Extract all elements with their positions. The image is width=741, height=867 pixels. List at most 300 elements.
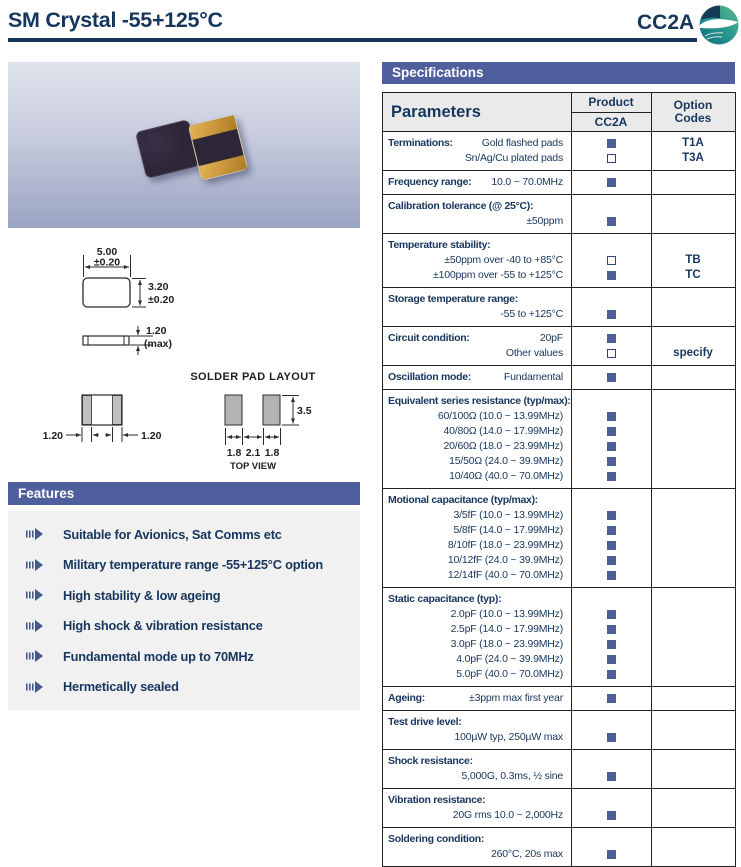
table-line — [383, 808, 735, 823]
option-code-cell — [651, 523, 735, 538]
table-line — [383, 568, 735, 583]
dim-21: 2.1 — [245, 447, 261, 459]
parameter-label: Temperature stability: — [388, 239, 491, 251]
feature-label: Fundamental mode up to 70MHz — [63, 648, 254, 664]
table-row — [383, 132, 735, 171]
parameter-cell — [383, 469, 571, 484]
option-code-cell — [651, 847, 735, 862]
table-line — [383, 469, 735, 484]
striped-arrow-icon — [26, 559, 43, 571]
dim-pad-right: 1.20 — [141, 430, 162, 442]
product-cell — [571, 754, 651, 769]
parameter-cell — [383, 238, 571, 253]
filled-square-marker — [607, 271, 616, 280]
filled-square-marker — [607, 442, 616, 451]
feature-label: Suitable for Avionics, Sat Comms etc — [63, 526, 282, 542]
parameter-cell — [383, 307, 571, 322]
filled-square-marker — [607, 610, 616, 619]
product-cell — [571, 394, 651, 409]
parameter-cell — [383, 292, 571, 307]
parameter-cell — [383, 808, 571, 823]
parameter-cell — [383, 715, 571, 730]
table-line — [383, 439, 735, 454]
product-cell — [571, 292, 651, 307]
filled-square-marker — [607, 139, 616, 148]
filled-square-marker — [607, 670, 616, 679]
product-cell — [571, 667, 651, 682]
table-line — [383, 553, 735, 568]
product-cell — [571, 424, 651, 439]
table-line — [383, 637, 735, 652]
product-cell — [571, 307, 651, 322]
table-line — [383, 307, 735, 322]
parameter-cell — [383, 832, 571, 847]
product-cell — [571, 808, 651, 823]
dim-18b: 1.8 — [264, 447, 280, 459]
option-code-cell: T3A — [682, 152, 704, 164]
table-line — [383, 847, 735, 862]
parameter-value: 3/5fF (10.0 ~ 13.99MHz) — [453, 509, 563, 521]
product-code-label: CC2A — [637, 11, 695, 34]
dim-18a: 1.8 — [226, 447, 242, 459]
table-line — [383, 424, 735, 439]
table-line — [383, 652, 735, 667]
product-cell — [571, 370, 651, 385]
table-row — [383, 750, 735, 789]
parameter-value: Sn/Ag/Cu plated pads — [464, 152, 563, 164]
table-line — [383, 622, 735, 637]
feature-item — [8, 649, 360, 664]
product-cell — [571, 553, 651, 568]
table-line — [383, 667, 735, 682]
parameter-label: Vibration resistance: — [388, 794, 486, 806]
filled-square-marker — [607, 217, 616, 226]
option-code-cell — [651, 331, 735, 346]
product-cell — [571, 652, 651, 667]
parameter-value: 10.0 ~ 70.0MHz — [491, 176, 563, 188]
option-code-cell — [651, 454, 735, 469]
product-model-label: CC2A — [594, 114, 628, 129]
parameter-label: Circuit condition: — [388, 332, 470, 344]
product-cell — [571, 214, 651, 229]
table-row — [383, 687, 735, 711]
filled-square-marker — [607, 625, 616, 634]
table-row — [383, 828, 735, 866]
product-cell — [571, 238, 651, 253]
option-code-cell — [651, 508, 735, 523]
option-code-cell — [651, 307, 735, 322]
parameter-cell — [383, 538, 571, 553]
table-line — [383, 346, 735, 361]
striped-arrow-icon — [26, 620, 43, 632]
table-header-row — [383, 93, 735, 132]
parameter-cell — [383, 652, 571, 667]
product-header-label: Product — [571, 93, 651, 113]
parameter-cell — [383, 199, 571, 214]
option-code-cell: TB — [685, 254, 701, 266]
option-code-cell — [651, 808, 735, 823]
parameter-cell — [383, 493, 571, 508]
parameter-value: 12/14fF (40.0 ~ 70.0MHz) — [447, 569, 563, 581]
table-column-divider — [571, 93, 572, 866]
product-cell — [571, 493, 651, 508]
filled-square-marker — [607, 334, 616, 343]
parameter-cell — [383, 667, 571, 682]
table-row — [383, 195, 735, 234]
parameter-value: Gold flashed pads — [481, 137, 563, 149]
parameter-value: 10/40Ω (40.0 ~ 70.0MHz) — [449, 470, 563, 482]
option-code-cell — [651, 568, 735, 583]
table-line — [383, 214, 735, 229]
product-cell — [571, 151, 651, 166]
option-code-cell — [651, 175, 735, 190]
globe-wave-logo-icon — [699, 5, 739, 45]
option-code-cell — [651, 592, 735, 607]
parameter-cell — [383, 637, 571, 652]
feature-item — [8, 679, 360, 694]
product-cell — [571, 523, 651, 538]
parameter-label: Calibration tolerance (@ 25°C): — [388, 200, 534, 212]
parameter-label: Ageing: — [388, 692, 425, 704]
product-cell — [571, 538, 651, 553]
option-code-cell — [651, 637, 735, 652]
table-line — [383, 238, 735, 253]
parameter-label: Equivalent series resistance (typ/max): — [388, 395, 571, 407]
specifications-table — [382, 92, 736, 867]
solder-pad-layout-title: SOLDER PAD LAYOUT — [190, 371, 316, 383]
filled-square-marker — [607, 733, 616, 742]
product-cell — [571, 793, 651, 808]
table-row — [383, 390, 735, 489]
table-line — [383, 793, 735, 808]
option-code-cell — [651, 730, 735, 745]
product-cell — [571, 691, 651, 706]
parameter-cell — [383, 424, 571, 439]
parameter-cell — [383, 175, 571, 190]
option-code-cell — [651, 439, 735, 454]
option-code-cell — [651, 832, 735, 847]
option-code-cell — [651, 370, 735, 385]
striped-arrow-icon — [26, 650, 43, 662]
filled-square-marker — [607, 310, 616, 319]
table-line — [383, 175, 735, 190]
product-cell — [571, 847, 651, 862]
dim-pad-height: 3.5 — [297, 405, 312, 417]
dim-height: 3.20 — [148, 281, 169, 293]
option-code-cell — [651, 214, 735, 229]
specifications-section-header: Specifications — [382, 62, 735, 84]
option-code-cell — [651, 769, 735, 784]
filled-square-marker — [607, 472, 616, 481]
dim-pad-left: 1.20 — [42, 430, 63, 442]
column-header-parameters: Parameters — [391, 102, 481, 121]
product-cell — [571, 253, 651, 268]
product-cell — [571, 268, 651, 283]
feature-item — [8, 527, 360, 542]
crystal-package-bottom-view — [188, 114, 248, 181]
parameter-value: 2.0pF (10.0 ~ 13.99MHz) — [450, 608, 563, 620]
parameter-cell — [383, 454, 571, 469]
option-code-cell — [651, 553, 735, 568]
filled-square-marker — [607, 556, 616, 565]
parameter-value: 5.0pF (40.0 ~ 70.0MHz) — [456, 668, 563, 680]
filled-square-marker — [607, 373, 616, 382]
parameter-label: Motional capacitance (typ/max): — [388, 494, 538, 506]
parameter-value: 10/12fF (24.0 ~ 39.9MHz) — [447, 554, 563, 566]
gold-pad — [199, 155, 247, 180]
striped-arrow-icon — [26, 589, 43, 601]
product-cell — [571, 508, 651, 523]
parameter-value: 4.0pF (24.0 ~ 39.9MHz) — [456, 653, 563, 665]
option-code-cell — [651, 793, 735, 808]
parameter-cell — [383, 409, 571, 424]
parameter-cell — [383, 136, 571, 151]
table-row — [383, 234, 735, 288]
parameter-cell — [383, 847, 571, 862]
dim-height-tol: ±0.20 — [148, 294, 175, 306]
option-code-cell — [651, 754, 735, 769]
parameter-cell — [383, 394, 571, 409]
features-section-header: Features — [8, 482, 360, 505]
product-cell — [571, 715, 651, 730]
table-line — [383, 136, 735, 151]
product-cell — [571, 592, 651, 607]
filled-square-marker — [607, 178, 616, 187]
parameter-cell — [383, 607, 571, 622]
parameter-value: ±100ppm over -55 to +125°C — [433, 269, 563, 281]
parameter-label: Frequency range: — [388, 176, 472, 188]
table-line — [383, 199, 735, 214]
parameter-value: -55 to +125°C — [500, 308, 563, 320]
table-line — [383, 538, 735, 553]
filled-square-marker — [607, 694, 616, 703]
filled-square-marker — [607, 772, 616, 781]
parameter-cell — [383, 346, 571, 361]
parameter-cell — [383, 523, 571, 538]
parameter-label: Test drive level: — [388, 716, 462, 728]
gold-pad — [189, 115, 237, 140]
dimension-drawings — [0, 228, 370, 482]
parameter-cell — [383, 568, 571, 583]
option-code-cell — [651, 292, 735, 307]
parameter-value: Other values — [505, 347, 563, 359]
parameter-label: Storage temperature range: — [388, 293, 518, 305]
option-code-cell: TC — [685, 269, 701, 281]
dim-width-tol: ±0.20 — [93, 256, 121, 269]
open-square-marker — [607, 349, 616, 358]
table-line — [383, 151, 735, 166]
table-line — [383, 754, 735, 769]
option-code-cell: specify — [673, 347, 713, 359]
parameter-value: 8/10fF (18.0 ~ 23.99MHz) — [447, 539, 563, 551]
product-cell — [571, 832, 651, 847]
product-photo — [8, 62, 360, 228]
table-row — [383, 366, 735, 390]
parameter-value: ±50ppm over -40 to +85°C — [444, 254, 563, 266]
product-cell — [571, 331, 651, 346]
column-header-option-codes: Option Codes — [673, 98, 713, 125]
option-code-cell — [651, 652, 735, 667]
option-code-cell — [651, 469, 735, 484]
filled-square-marker — [607, 571, 616, 580]
parameter-value: ±50ppm — [526, 215, 563, 227]
option-code-cell — [651, 607, 735, 622]
option-code-cell — [651, 238, 735, 253]
feature-item — [8, 588, 360, 603]
feature-item — [8, 618, 360, 633]
filled-square-marker — [607, 640, 616, 649]
product-cell — [571, 409, 651, 424]
table-row — [383, 789, 735, 828]
filled-square-marker — [607, 811, 616, 820]
dim-width: 5.00 — [96, 246, 118, 258]
table-line — [383, 508, 735, 523]
parameter-value: 60/100Ω (10.0 ~ 13.99MHz) — [437, 410, 563, 422]
parameter-value: 20pF — [539, 332, 563, 344]
option-code-cell — [651, 622, 735, 637]
table-line — [383, 715, 735, 730]
parameter-cell — [383, 508, 571, 523]
table-line — [383, 292, 735, 307]
option-code-cell — [651, 667, 735, 682]
option-code-cell — [651, 715, 735, 730]
option-code-cell — [651, 199, 735, 214]
dimension-drawing-svg — [0, 228, 370, 482]
parameter-cell — [383, 622, 571, 637]
table-line — [383, 253, 735, 268]
product-cell — [571, 454, 651, 469]
table-line — [383, 832, 735, 847]
table-line — [383, 370, 735, 385]
option-code-cell: T1A — [682, 137, 704, 149]
table-line — [383, 607, 735, 622]
filled-square-marker — [607, 541, 616, 550]
parameter-value: 20/60Ω (18.0 ~ 23.99MHz) — [443, 440, 563, 452]
table-line — [383, 409, 735, 424]
option-code-cell — [651, 394, 735, 409]
parameter-value: 15/50Ω (24.0 ~ 39.9MHz) — [449, 455, 563, 467]
filled-square-marker — [607, 850, 616, 859]
option-code-cell — [651, 424, 735, 439]
product-cell — [571, 622, 651, 637]
parameter-cell — [383, 439, 571, 454]
parameter-cell — [383, 253, 571, 268]
table-row — [383, 171, 735, 195]
feature-label: High stability & low ageing — [63, 587, 221, 603]
option-code-cell — [651, 493, 735, 508]
filled-square-marker — [607, 457, 616, 466]
parameter-cell — [383, 331, 571, 346]
feature-label: Hermetically sealed — [63, 679, 179, 695]
product-cell — [571, 730, 651, 745]
features-list — [8, 511, 360, 710]
product-cell — [571, 175, 651, 190]
parameter-value: Fundamental — [503, 371, 563, 383]
feature-label: High shock & vibration resistance — [63, 618, 263, 634]
table-row — [383, 711, 735, 750]
table-line — [383, 493, 735, 508]
spec-rows — [383, 132, 735, 866]
parameter-cell — [383, 592, 571, 607]
parameter-cell — [383, 769, 571, 784]
option-code-cell — [651, 409, 735, 424]
option-code-cell — [651, 538, 735, 553]
parameter-cell — [383, 553, 571, 568]
table-line — [383, 394, 735, 409]
feature-item — [8, 557, 360, 572]
product-cell — [571, 607, 651, 622]
product-cell — [571, 136, 651, 151]
product-cell — [571, 469, 651, 484]
filled-square-marker — [607, 526, 616, 535]
striped-arrow-icon — [26, 528, 43, 540]
parameter-cell — [383, 754, 571, 769]
parameter-value: 40/80Ω (14.0 ~ 17.99MHz) — [443, 425, 563, 437]
open-square-marker — [607, 154, 616, 163]
parameter-cell — [383, 730, 571, 745]
table-row — [383, 489, 735, 588]
parameter-cell — [383, 691, 571, 706]
product-cell — [571, 199, 651, 214]
table-row — [383, 588, 735, 687]
option-code-cell — [651, 691, 735, 706]
dim-thickness-note: (max) — [144, 338, 173, 350]
dim-thickness: 1.20 — [146, 325, 167, 337]
parameter-cell — [383, 214, 571, 229]
table-line — [383, 730, 735, 745]
parameter-label: Soldering condition: — [388, 833, 485, 845]
open-square-marker — [607, 256, 616, 265]
parameter-value: 20G rms 10.0 ~ 2,000Hz — [452, 809, 563, 821]
parameter-cell — [383, 268, 571, 283]
product-cell — [571, 346, 651, 361]
product-cell — [571, 568, 651, 583]
table-line — [383, 454, 735, 469]
parameter-cell — [383, 370, 571, 385]
parameter-value: 5,000G, 0.3ms, ½ sine — [461, 770, 563, 782]
filled-square-marker — [607, 655, 616, 664]
parameter-label: Oscillation mode: — [388, 371, 471, 383]
parameter-value: 260°C, 20s max — [490, 848, 563, 860]
parameter-value: 2.5pF (14.0 ~ 17.99MHz) — [450, 623, 563, 635]
parameter-value: 100µW typ, 250µW max — [454, 731, 563, 743]
feature-label: Military temperature range -55+125°C option — [63, 557, 323, 573]
product-cell — [571, 769, 651, 784]
parameter-label: Static capacitance (typ): — [388, 593, 502, 605]
parameter-cell — [383, 793, 571, 808]
title-divider — [8, 38, 697, 42]
table-row — [383, 288, 735, 327]
filled-square-marker — [607, 427, 616, 436]
column-header-product — [571, 93, 651, 131]
table-line — [383, 592, 735, 607]
table-column-divider — [651, 93, 652, 866]
table-line — [383, 769, 735, 784]
page-title: SM Crystal -55+125°C — [8, 8, 223, 32]
table-line — [383, 268, 735, 283]
product-cell — [571, 439, 651, 454]
table-line — [383, 331, 735, 346]
striped-arrow-icon — [26, 681, 43, 693]
parameter-value: ±3ppm max first year — [469, 692, 563, 704]
table-row — [383, 327, 735, 366]
parameter-label: Shock resistance: — [388, 755, 473, 767]
top-view-caption: TOP VIEW — [229, 461, 277, 472]
filled-square-marker — [607, 412, 616, 421]
table-line — [383, 691, 735, 706]
parameter-cell — [383, 151, 571, 166]
parameter-value: 3.0pF (18.0 ~ 23.99MHz) — [450, 638, 563, 650]
